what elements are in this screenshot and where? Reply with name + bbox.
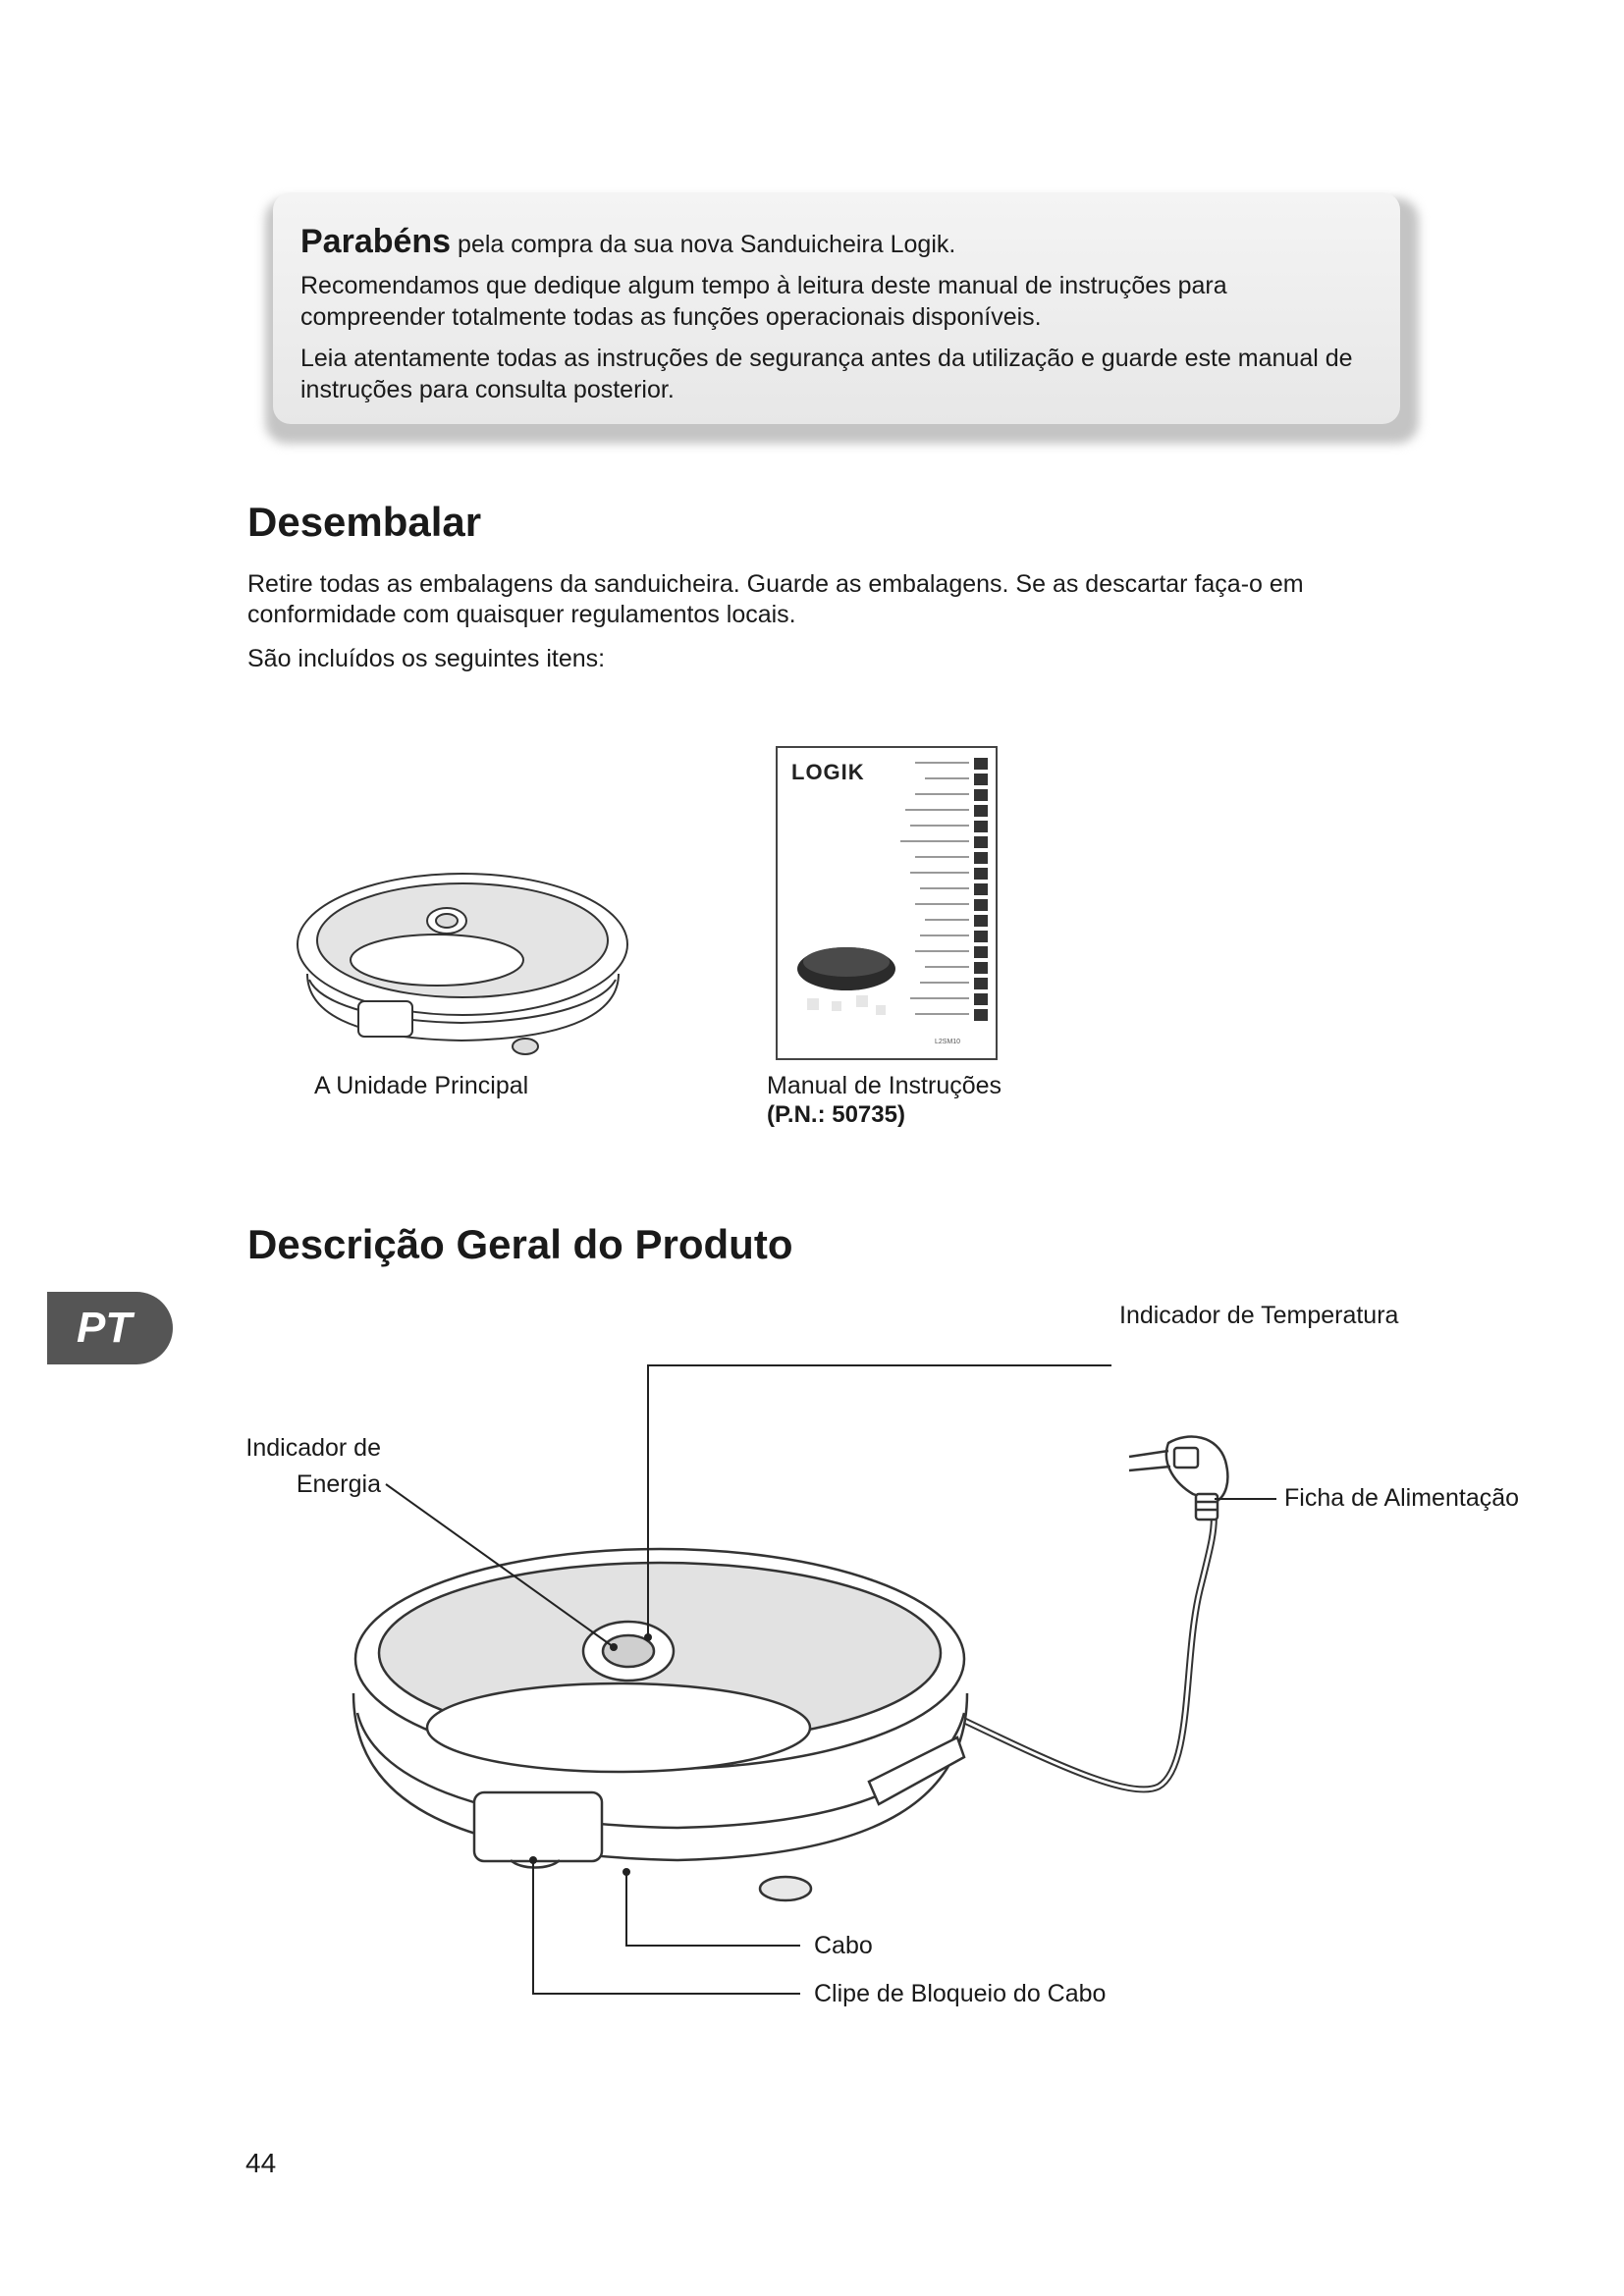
- label-power-indicator: [244, 1433, 381, 1499]
- main-unit-caption: A Unidade Principal: [314, 1072, 529, 1099]
- plug-illustration: [1129, 1437, 1227, 1520]
- page-number: 44: [245, 2148, 277, 2178]
- label-power-indicator-line2: Energia: [296, 1470, 381, 1498]
- manual-cover-code: L2SM10: [935, 1039, 961, 1045]
- label-cable: Cabo: [814, 1932, 873, 1959]
- label-power-plug: Ficha de Alimentação: [1284, 1484, 1520, 1512]
- manual-cover-brand: LOGIK: [791, 760, 865, 784]
- intro-paragraph-2: Leia atentamente todas as instruções de segurança antes da utilização e guarde este manual de instruções para consulta posterior.: [300, 345, 1353, 403]
- intro-lead-rest: pela compra da sua nova Sanduicheira Logik.: [451, 231, 956, 258]
- overview-heading: Descrição Geral do Produto: [247, 1221, 793, 1267]
- manual-caption-title: Manual de Instruções: [767, 1072, 1002, 1099]
- label-temperature-indicator: Indicador de Temperatura: [1119, 1302, 1399, 1329]
- sandwich-maker-illustration: [353, 1549, 967, 1900]
- intro-lead-strong: Parabéns: [300, 223, 452, 260]
- language-tab: PT: [47, 1292, 173, 1364]
- unpack-paragraph-2: São incluídos os seguintes itens:: [247, 645, 606, 672]
- unpack-paragraph-1: Retire todas as embalagens da sanduicheira. Guarde as embalagens. Se as descartar faça-o em conformidade com quaisquer regulamentos locais.: [247, 570, 1304, 628]
- intro-paragraph-1: Recomendamos que dedique algum tempo à leitura deste manual de instruções para compreender totalmente todas as funções operacionais disponíveis.: [300, 272, 1227, 331]
- manual-part-number: (P.N.: 50735): [767, 1101, 905, 1128]
- label-power-indicator-line1: Indicador de: [245, 1434, 381, 1462]
- unpack-heading: Desembalar: [247, 499, 482, 545]
- label-cable-clip: Clipe de Bloqueio do Cabo: [814, 1980, 1107, 2007]
